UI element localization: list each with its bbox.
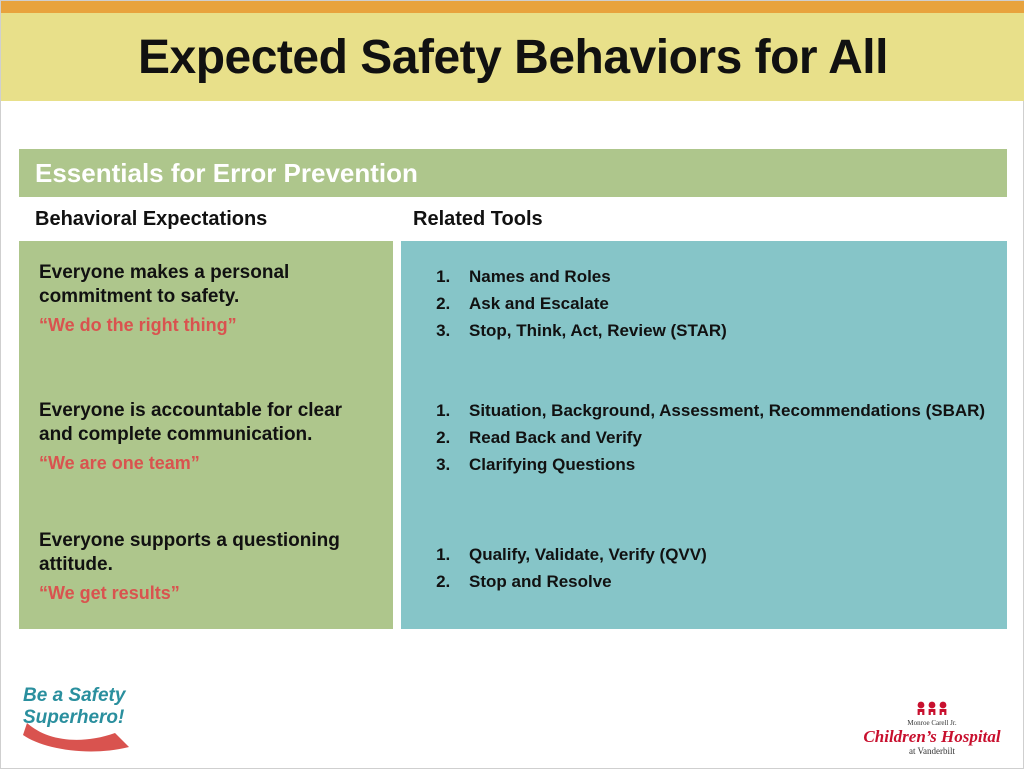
table-row (19, 509, 1007, 629)
list-item: 1. Qualify, Validate, Verify (QVV) (455, 541, 991, 568)
table-row (19, 379, 1007, 509)
behavior-cell (19, 241, 393, 379)
section-header-bar (19, 149, 1007, 197)
list-item: 1. Situation, Background, Assessment, Recommendations (SBAR) (455, 397, 991, 424)
behavior-quote: “We are one team” (39, 452, 200, 473)
hospital-logo (857, 701, 1007, 757)
top-accent-strip (1, 1, 1024, 13)
tools-cell (401, 379, 1007, 509)
superhero-cape-icon (19, 679, 199, 753)
list-item: 3. Stop, Think, Act, Review (STAR) (455, 317, 991, 344)
column-header-behavioral-expectations: Behavioral Expectations (35, 208, 268, 230)
tools-list (415, 259, 991, 345)
list-item: 2. Ask and Escalate (455, 290, 991, 317)
svg-text:Superhero!: Superhero! (23, 707, 125, 728)
hospital-name-line-2: Children’s Hospital (863, 726, 1001, 746)
tools-cell (401, 509, 1007, 629)
list-item: 3. Clarifying Questions (455, 451, 991, 478)
list-item: 2. Read Back and Verify (455, 424, 991, 451)
tools-list (415, 527, 991, 595)
page-title: Expected Safety Behaviors for All (138, 30, 888, 84)
behavior-text: Everyone is accountable for clear and complete communication. (39, 400, 343, 445)
hospital-mark-icon (857, 701, 1007, 719)
hospital-name-line-3: at Vanderbilt (908, 746, 956, 757)
table-row (19, 241, 1007, 379)
behavior-text: Everyone supports a questioning attitude. (39, 530, 340, 575)
list-item: 1. Names and Roles (455, 263, 991, 290)
tools-cell (401, 241, 1007, 379)
behavior-cell (19, 509, 393, 629)
list-item: 2. Stop and Resolve (455, 568, 991, 595)
hospital-name-line-1: Monroe Carell Jr. (907, 719, 957, 727)
behavior-text: Everyone makes a personal commitment to safety. (39, 262, 290, 307)
tools-list (415, 397, 991, 479)
section-header-label: Essentials for Error Prevention (35, 157, 418, 188)
column-header-related-tools: Related Tools (413, 208, 543, 230)
title-band (1, 13, 1024, 101)
svg-text:Be a Safety: Be a Safety (23, 685, 126, 706)
behavior-cell (19, 379, 393, 509)
behavior-quote: “We get results” (39, 582, 180, 603)
behavior-quote: “We do the right thing” (39, 314, 237, 335)
be-a-safety-superhero-logo (19, 679, 199, 753)
